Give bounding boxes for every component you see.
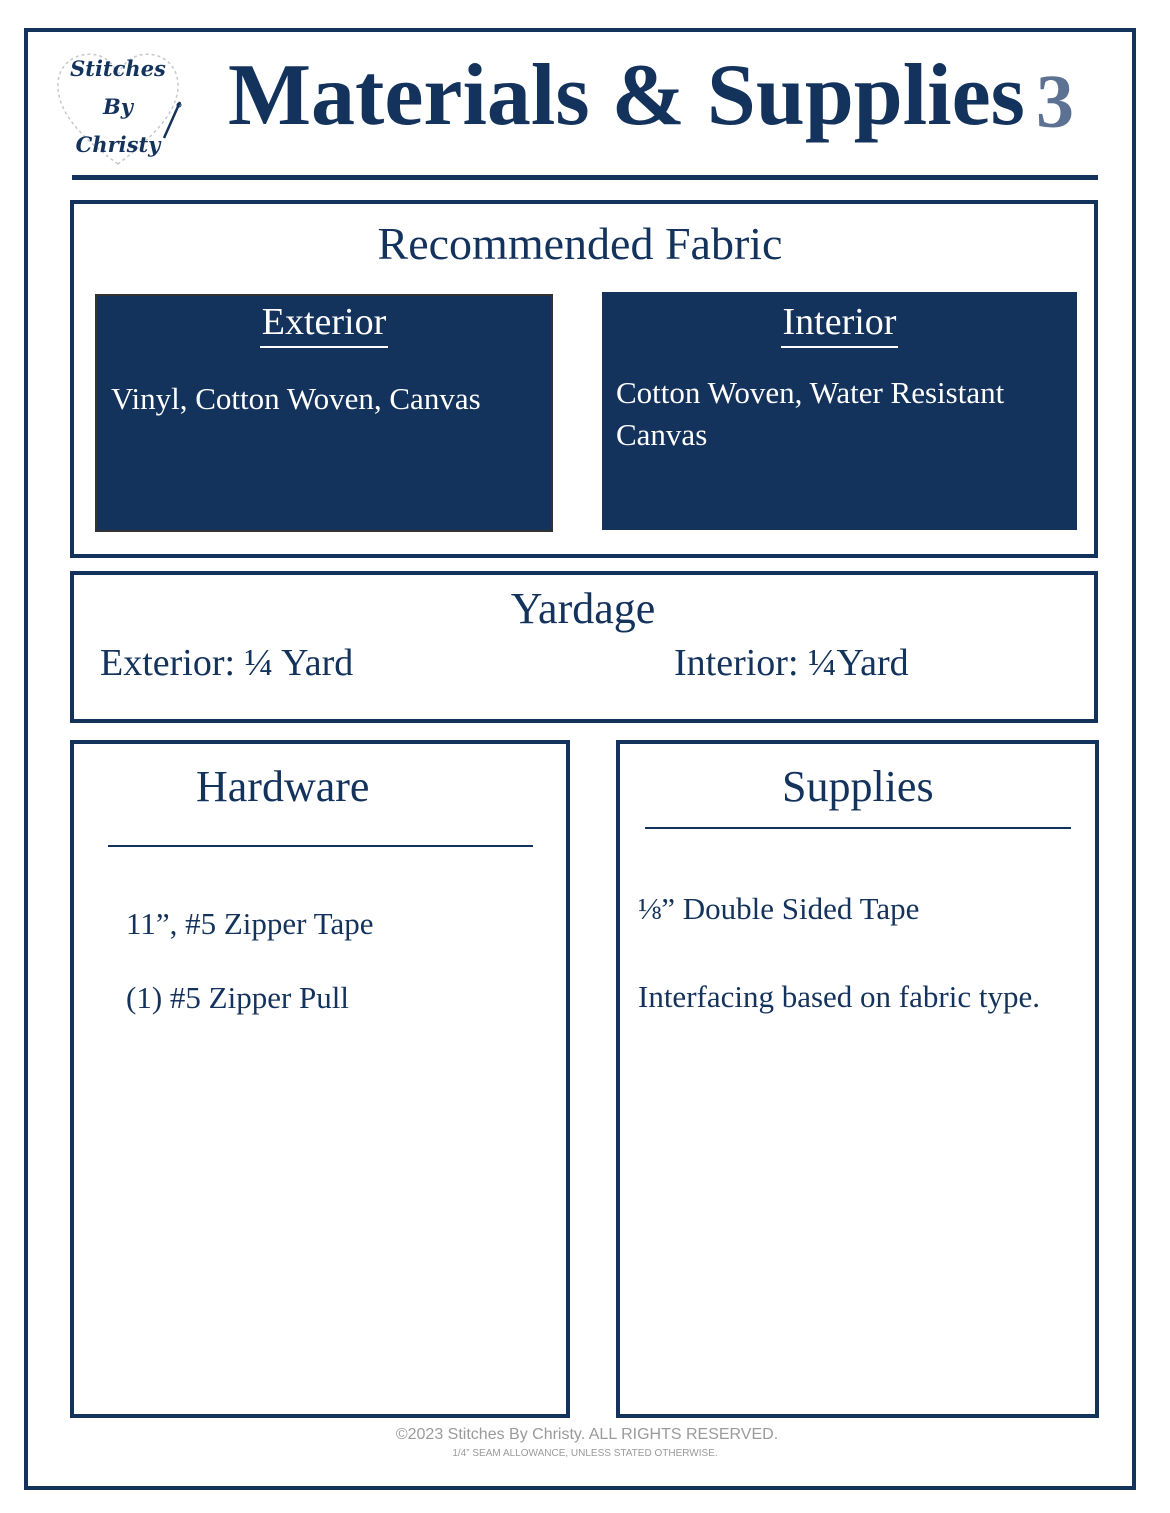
footer-seam-note: 1/4” SEAM ALLOWANCE, UNLESS STATED OTHERWISE.	[452, 1448, 718, 1459]
hardware-item-zipper-tape: 11”, #5 Zipper Tape	[126, 906, 374, 941]
supplies-divider	[645, 827, 1071, 829]
hardware-item-zipper-pull: (1) #5 Zipper Pull	[126, 980, 349, 1015]
interior-fabric-list: Cotton Woven, Water Resistant Canvas	[616, 375, 1005, 452]
yardage-interior: Interior: ¼Yard	[674, 642, 909, 684]
exterior-title-text: Exterior	[260, 300, 389, 348]
hardware-divider	[108, 845, 533, 847]
interior-fabric-card	[602, 292, 1077, 530]
page-title: Materials & Supplies	[228, 47, 1025, 144]
exterior-card-title	[97, 300, 551, 348]
supplies-heading: Supplies	[782, 762, 934, 811]
supplies-section	[616, 740, 1099, 1418]
interior-card-title	[602, 300, 1077, 348]
exterior-fabric-card	[95, 294, 553, 532]
recommended-fabric-heading: Recommended Fabric	[377, 218, 783, 269]
logo-wordmark	[58, 50, 178, 164]
hardware-heading: Hardware	[196, 762, 370, 811]
supplies-item-double-sided-tape: ⅛” Double Sided Tape	[638, 891, 920, 926]
brand-logo	[52, 46, 184, 170]
supplies-item-interfacing: Interfacing based on fabric type.	[638, 979, 1040, 1014]
exterior-fabric-list: Vinyl, Cotton Woven, Canvas	[111, 381, 481, 416]
logo-line-1: Stitches	[70, 56, 166, 81]
logo-line-2: By	[103, 94, 133, 119]
page-number: 3	[1036, 60, 1074, 144]
yardage-heading: Yardage	[510, 584, 656, 633]
header-divider	[72, 175, 1098, 180]
logo-line-3: Christy	[75, 132, 161, 157]
interior-title-text: Interior	[781, 300, 899, 348]
hardware-section	[70, 740, 570, 1418]
footer-copyright: ©2023 Stitches By Christy. ALL RIGHTS RESERVED.	[395, 1426, 779, 1443]
yardage-exterior: Exterior: ¼ Yard	[100, 642, 354, 684]
